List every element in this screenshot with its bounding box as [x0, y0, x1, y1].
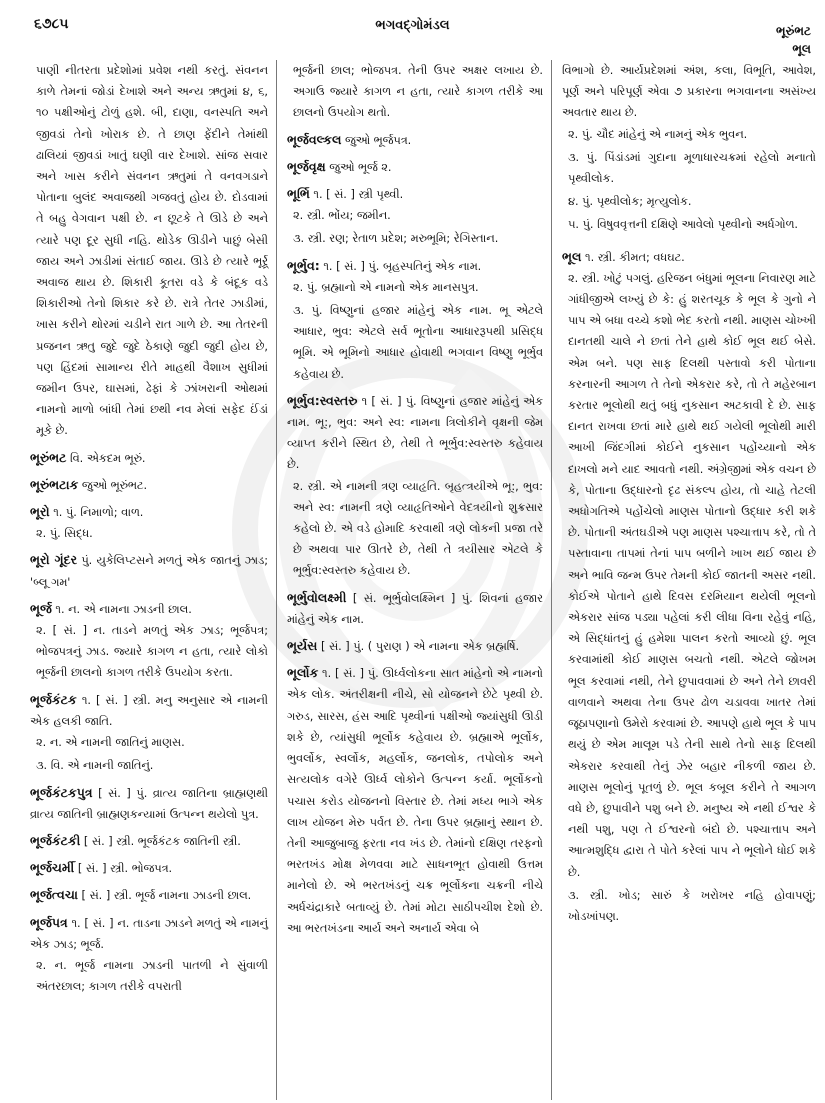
- sense-definition: ૪. પું. પૃથ્વીલોક; મૃત્યુલોક.: [568, 195, 692, 209]
- headword: ભૂરો ગૂંદર: [30, 552, 78, 568]
- entry-first-line: [30, 474, 268, 496]
- definition: [ સં. ] સ્ત્રી. ભૂર્જ નામના ઝાડની છાલ.: [81, 889, 252, 903]
- dictionary-entry: [30, 912, 268, 998]
- dictionary-entry: [30, 549, 268, 592]
- definition: વિ. એકદમ ભૂરું.: [70, 451, 146, 465]
- sense-definition: ૨. સ્ત્રી. એ નામની ત્રણ વ્યાહૃતિ. બૃહત્ત્રયીએ ભૂ:, ભુવ: અને સ્વ: નામની ત્રણે વ્યાહૃતિઓને વેદત્રયીનો શુક્રસાર કહેલો છે. એ વડે હોમાદિ કરવાથી ત્રણે લોકની પ્રજા તરે છે અથવા પાર ઊતરે છે, તેથી તે ત્રયીસાર એટલે કે ભૂર્ભુવ:સ્વસ્તરુ કહેવાય છે.: [293, 479, 543, 578]
- sense-definition: ૨. પું. સિદ્ધ.: [36, 527, 93, 541]
- headword: ભૂર્જત્વચા: [30, 887, 78, 903]
- definition: ૧. પું. નિમાળો; વાળ.: [53, 506, 144, 520]
- sense-definition: ૨. પું. ચૌદ માંહેનું એ નામનું એક ભુવન.: [568, 127, 748, 141]
- definition: પું. યુકેલિપ્ટસને મળતું એક જાતનું ઝાડ; 'બ્લૂ ગમ': [30, 554, 268, 589]
- headword: ભૂર્જવૃક્ષ: [287, 158, 326, 174]
- definition: ૧. સ્ત્રી. કીમત; વધઘટ.: [585, 250, 685, 264]
- sense-definition: ૩. વિ. એ નામની જાતિનું.: [36, 759, 154, 773]
- dictionary-entry: [30, 501, 268, 544]
- headword: ભૂરુંભટાક: [30, 476, 79, 492]
- definition: [ સં. ] સ્ત્રી. ભોજપત્ર.: [77, 862, 173, 876]
- definition: ૧. [ સં. ] સ્ત્રી પૃથ્વી.: [313, 188, 404, 202]
- continued-text: ભૂર્જની છાલ; ભોજપત્ર. તેની ઉપર અક્ષર લખાય છે. અગાઉ જ્યારે કાગળ ન હતા, ત્યારે કાગળ તરીકે આ છાલનો ઉપયોગ થતો.: [293, 64, 543, 120]
- page-header: [0, 0, 825, 58]
- dictionary-entry: [287, 156, 543, 178]
- entry-list: [562, 246, 816, 928]
- entry-first-line: [287, 635, 543, 657]
- entry-first-line: [287, 587, 543, 630]
- entry-first-line: [287, 662, 543, 939]
- entry-first-line: [30, 830, 268, 852]
- definition: ૧. [ સં. ] પું. ઊર્ધ્વલોકના સાત માંહેનો એ નામનો એક લોક. અંતરીક્ષની નીચે, સો યોજનને છેટે પૃથ્વી છે. ગરુડ, સારસ, હંસ આદિ પૃથ્વીનાં પક્ષીઓ જ્યાંસુધી ઊડી શકે છે, ત્યાંસુધી ભૂર્લોક કહેવાય છે. બ્રહ્માએ ભૂર્લોક, ભુવર્લોક, સ્વર્લોક, મહર્લોક, જનલોક, તપોલોક અને સત્યલોક વગેરે ઊર્ધ્વ લોકોને ઉત્પન્ન કર્યા. ભૂર્લોકનો પચાસ કરોડ યોજનનો વિસ્તાર છે. તેમાં મધ્ય ભાગે એક લાખ યોજન મેરુ પર્વત છે. તેના ઉપર બ્રહ્માનું સ્થાન છે. તેની આજુબાજુ ફરતા નવ ખંડ છે. તેમાંનો દક્ષિણ તરફનો ભરતખંડ મોક્ષ મેળવવા માટે સાધનભૂત હોવાથી ઉત્તમ માનેલો છે. એ ભરતખંડનું ચક્ર ભૂર્લોકના ચક્રની નીચે અર્ધચંદ્રાકારે બતાવ્યું છે. તેમાં મોટા સાઠીપચીશ દેશો છે. આ ભરતખંડના આર્ય અને અનાર્ય એવા બે: [287, 667, 543, 935]
- guide-words: [776, 22, 811, 58]
- definition: [ સં. ] પું. ( પુરાણ ) એ નામના એક બ્રહ્મર્ષિ.: [320, 640, 520, 654]
- sense-definition: ૩. પું. પિંડાંડમાં ગુદાના મૂળાધારચક્રમાં રહેલો મનાતો પૃથ્વીલોક.: [568, 150, 816, 186]
- dictionary-entry: [287, 183, 543, 250]
- headword: ભૂલ: [562, 248, 582, 264]
- entry-first-line: [562, 246, 816, 268]
- definition: ૧. [ સં. ] સ્ત્રી. મનુ અનુસાર એ નામની એક હલકી જાતિ.: [30, 693, 268, 728]
- guide-word-end: ભૂલ: [792, 42, 811, 56]
- dictionary-entry: [30, 830, 268, 852]
- dictionary-entry: [287, 255, 543, 385]
- dictionary-entry: [287, 390, 543, 582]
- column-right: [551, 60, 820, 1100]
- sense-definition: ૨. સ્ત્રી. ભોંય; જમીન.: [293, 209, 391, 223]
- sense-definition: ૫. પું. વિષુવવૃત્તની દક્ષિણે આવેલો પૃથ્વીનો અર્ધગોળ.: [568, 218, 799, 232]
- continued-senses: [562, 60, 816, 236]
- definition: [ સં. ભૂર્ભુવોલક્ષ્મિન ] પું. શિવનાં હજાર માંહેનું એક નામ.: [287, 591, 543, 626]
- headword: ભૂર્જવલ્કલ: [287, 131, 342, 147]
- entry-list: [30, 447, 268, 998]
- page-number: ૬૭૮૫: [34, 16, 69, 32]
- headword: ભૂર્ભુવ:સ્વસ્તરુ: [287, 392, 358, 408]
- headword: ભૂર્જકંટક: [30, 691, 77, 707]
- headword: ભૂરુંભટ: [30, 449, 67, 465]
- continued-text: પાણી નીતરતા પ્રદેશોમાં પ્રવેશ નથી કરતું. સંવનન કાળે તેમનાં જોડાં દેખાશે અને અન્ય ઋતુમાં ૪, ૬, ૧૦ પક્ષીઓનું ટોળું હશે. બી, દાણા, વનસ્પતિ અને જીવડાં તેનો ખોરાક છે. તે છાણ ફેંદીને તેમાંથી ઢાલિયાં જીવડાં ખાતું ઘણી વાર દેખાશે. સાંજ સવાર અને ખાસ કરીને સંવનન ઋતુમાં તે વનવગડાને પોતાના બુલંદ અવાજથી ગજવતું હોય છે. દોડવામાં તે બહુ વેગવાન પક્ષી છે. ન છૂટકે તે ઊડે છે અને ત્યારે પણ દૂર સુધી નહિ. થોડેક ઊડીને પાછું બેસી જાય અને ઝાડીમાં સંતાઈ જાય. ઊડે છે ત્યારે ભૂર્ર્ર્ર્ અવાજ થાય છે. શિકારી કૂતરા વડે કે બંદૂક વડે શિકારીઓ તેનો શિકાર કરે છે. રાત્રે તેતર ઝાડીમાં, ખાસ કરીને થોરમાં ચડીને રાત ગાળે છે. આ તેતરની પ્રજનન ઋતુ જુદે જુદે ઠેકાણે જુદી જુદી હોય છે, પણ હિંદમાં સામાન્ય રીતે માહથી વૈશાખ સુધીમાં જમીન ઉપર, ઘાસમાં, ઢેફાં કે ઝાંખરાની ઓથમાં નામનો માળો બાંધી તેમાં છથી નવ મેલાં સફેદ ઈંડાં મૂકે છે.: [36, 64, 268, 438]
- dictionary-entry: [562, 246, 816, 928]
- entry-first-line: [30, 447, 268, 469]
- entry-first-line: [30, 857, 268, 879]
- definition: ૧. [ સં. ] પું. બૃહસ્પતિનું એક નામ.: [323, 259, 482, 273]
- entry-first-line: [30, 501, 268, 523]
- entry-first-line: [30, 912, 268, 955]
- sense-definition: ૩. સ્ત્રી. ખોડ; સારું કે ખરોખર નહિ હોવાપણું; ખોડખાંપણ.: [568, 888, 816, 923]
- running-title: ભગવદ્ગોમંડલ: [375, 18, 450, 33]
- sense-definition: ૩. પું. વિષ્ણુનાં હજાર માંહેનું એક નામ. ભૂ એટલે આધાર, ભુવ: એટલે સર્વ ભૂતોના આધારરૂપથી પ્રસિદ્ધ ભૂમિ. એ ભૂમિનો આધાર હોવાથી ભગવાન વિષ્ણુ ભૂર્ભુવ કહેવાય છે.: [293, 304, 543, 381]
- entry-first-line: [287, 255, 543, 277]
- entry-list: [287, 129, 543, 939]
- dictionary-entry: [287, 662, 543, 939]
- headword: ભૂરો: [30, 504, 50, 520]
- headword: ભૂર્ભુવ:: [287, 257, 320, 273]
- guide-word-start: ભૂરુંભટ: [776, 24, 811, 38]
- dictionary-entry: [30, 884, 268, 906]
- sense-definition: ૨. [ સં. ] ન. તાડને મળતું એક ઝાડ; ભૂર્જપત્ર; ભોજપત્રનું ઝાડ. જ્યારે કાગળ ન હતા, ત્યારે લોકો ભૂર્જની છાલનો કાગળ તરીકે ઉપયોગ કરતા.: [36, 624, 268, 680]
- entry-first-line: [30, 689, 268, 732]
- headword: ભૂર્જચર્મી: [30, 860, 75, 876]
- sense-definition: વિભાગો છે. આર્યપ્રદેશમાં અંશ, કલા, વિભૂતિ, આવેશ, પૂર્ણ અને પરિપૂર્ણ એવા ૭ પ્રકારના ભગવાનના અસંખ્ય અવતાર થાય છે.: [562, 64, 816, 120]
- entry-first-line: [287, 156, 543, 178]
- sense-definition: ૩. સ્ત્રી. રણ; રેતાળ પ્રદેશ; મરુભૂમિ; રેગિસ્તાન.: [293, 232, 499, 246]
- entry-first-line: [30, 884, 268, 906]
- headword: ભૂર્જકંટકપુત્ર: [30, 784, 93, 800]
- column-left: [30, 60, 276, 1100]
- definition: જુઓ ભૂર્જ ૨.: [329, 160, 392, 174]
- entry-first-line: [30, 549, 268, 592]
- headword: ભૂર્જપત્ર: [30, 914, 68, 930]
- dictionary-entry: [30, 689, 268, 777]
- definition: ૧. ન. એ નામના ઝાડની છાલ.: [55, 602, 192, 616]
- dictionary-columns: [30, 60, 820, 1100]
- dictionary-entry: [30, 474, 268, 496]
- headword: ભૂર્જ: [30, 600, 52, 616]
- definition: [ સં. ] પું. વ્રાત્ય જાતિના બ્રાહ્મણથી વ્રાત્ય જાતિની બ્રાહ્મણકન્યામાં ઉત્પન્ન થયેલો પુત્ર.: [30, 786, 268, 821]
- column-middle: [276, 60, 551, 1100]
- headword: ભૂર્જકંટકી: [30, 832, 81, 848]
- definition: ૧ [ સં. ] પું. વિષ્ણુનાં હજાર માંહેનું એક નામ. ભૂ:, ભુવ: અને સ્વ: નામના ત્રિલોકીને વૃક્ષની જેમ વ્યાપ્ત કરીને સ્થિત છે, તેથી તે ભૂર્ભુવ:સ્વસ્તરુ કહેવાય છે.: [287, 394, 543, 472]
- dictionary-entry: [287, 635, 543, 657]
- headword: ભૂર્ભુવોલક્ષ્મી: [287, 589, 347, 605]
- dictionary-entry: [287, 129, 543, 151]
- dictionary-entry: [30, 447, 268, 469]
- definition: જુઓ ભૂરુંભટ.: [81, 478, 148, 492]
- headword: ભૂર્યસ: [287, 638, 318, 654]
- dictionary-entry: [287, 587, 543, 630]
- entry-first-line: [287, 390, 543, 476]
- headword: ભૂર્ભિ: [287, 186, 310, 202]
- sense-definition: ૨. પું. બ્રહ્માનો એ નામનો એક માનસપુત્ર.: [293, 280, 479, 294]
- definition: ૧. [ સં. ] ન. તાડના ઝાડને મળતું એ નામનું એક ઝાડ; ભૂર્જ.: [30, 916, 268, 951]
- definition: [ સં. ] સ્ત્રી. ભૂર્જકંટક જાતિની સ્ત્રી.: [83, 834, 241, 848]
- definition: જુઓ ભૂર્જપત્ર.: [344, 133, 412, 147]
- entry-first-line: [30, 598, 268, 620]
- dictionary-entry: [30, 782, 268, 825]
- dictionary-entry: [30, 598, 268, 684]
- dictionary-entry: [30, 857, 268, 879]
- sense-definition: ૨. ન. ભૂર્જ નામના ઝાડની પાતળી ને સુંવાળી અંતરછાલ; કાગળ તરીકે વપરાતી: [36, 958, 268, 994]
- headword: ભૂર્લોક: [287, 665, 319, 681]
- entry-first-line: [30, 782, 268, 825]
- entry-first-line: [287, 183, 543, 205]
- entry-first-line: [287, 129, 543, 151]
- sense-definition: ૨. ન. એ નામની જાતિનું માણસ.: [36, 736, 185, 750]
- sense-definition: ૨. સ્ત્રી. ખોટું પગલું. હરિજન બંધુમાં ભૂલના નિવારણ માટે ગાંધીજીએ લખ્યું છે કે: હું શરતચૂક કે ભૂલ કે ગુનો ને પાપ એ બધા વચ્ચે કશો ભેદ કરતો નથી. માણસ ચોખ્ખી દાનતથી ચાલે ને છતાં તેને હાથે કોઈ ભૂલ થઈ બેસે. એમ બને. પણ સાફ દિલથી પસ્તાવો કરી પોતાના કરનારની આગળ તે તેનો એકરાર કરે, તો તે મહેરબાન કરતાર ભૂલોથી થતું બધું નુકસાન અટકાવી દે છે. સાફ દાનત રાખવા છતાં મારે હાથે થઈ ગયેલી ભૂલોથી મારી આખી જિંદગીમાં કોઈને નુકસાન પહોંચ્યાનો એક દાખલો મને યાદ આવતો નથી. અંગ્રેજીમાં એક વચન છે કે, પોતાના ઉદ્ધારનો દૃઢ સંકલ્પ હોય, તો ચાહે તેટલી અધોગતિએ પહોંચેલો માણસ પોતાનો ઉદ્ધાર કરી શકે છે. પોતાની અંતઘડીએ પણ માણસ પશ્ચાત્તાપ કરે, તો તે પસ્તાવાના તાપમાં તેનાં પાપ બળીને ખાખ થઈ જાય છે અને ભાવિ જન્મ ઉપર તેમની કોઈ જાતની અસર નથી. કોઈએ પોતાને હાથે દિવસ દરમિયાન થયેલી ભૂલનો એકરાર સાંજ પડ્યા પહેલાં કરી લીધા વિના રહેવું નહિ, એ સિદ્ધાંતનું હું હમેશા પાલન કરતો આવ્યો છું. ભૂલ કરવામાંથી કોઈ માણસ બચતો નથી. એટલે જોખમ ભૂલ કરવામાં નથી, તેને છુપાવવામાં છે અને તેને છાવરી વાળવાને અથવા તેના ઉપર ઢોળ ચડાવવા ખાતર તેમાં જૂઠાપણાનો ઉમેરો કરવામાં છે. આપણે હાથે ભૂલ કે પાપ થયું છે એમ માલૂમ પડે તેની સાથે તેનો સાફ દિલથી એકરાર કરવાથી તેનું ઝેર બહાર નીકળી જાય છે. માણસ ભૂલોનું પૂતળું છે. ભૂલ કબૂલ કરીને તે આગળ વધે છે, છુપાવીને પશુ બને છે. મનુષ્ય એ નથી ઈશ્વર કે નથી પશુ, પણ તે ઈશ્વરનો બંદો છે. પશ્ચાત્તાપ અને આત્મશુદ્ધિ દ્વારા તે પોતે કરેલાં પાપ ને ભૂલોને ધોઈ શકે છે.: [568, 271, 816, 879]
